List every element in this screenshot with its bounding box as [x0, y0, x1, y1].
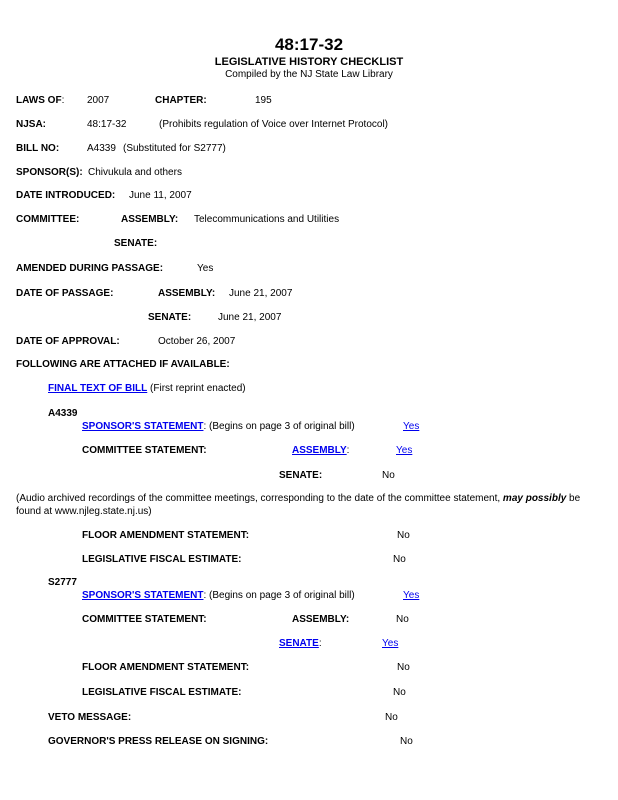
a4339-assembly-yes-link[interactable]: Yes — [396, 445, 413, 456]
committee-label: COMMITTEE: — [16, 214, 80, 225]
audio-note: (Audio archived recordings of the committee meetings, corresponding to the date of the committee statement, may possibly be found at www.njleg.state.nj.us) — [16, 493, 581, 517]
s2777-senate-row: SENATE: — [279, 638, 322, 649]
laws-of-label: LAWS OF: — [16, 95, 65, 106]
s2777-senate-link[interactable]: SENATE — [279, 638, 319, 649]
a4339-fiscal-estimate-value: No — [393, 554, 406, 565]
bill-no-note: (Substituted for S2777) — [123, 143, 226, 154]
press-release-value: No — [400, 736, 413, 747]
a4339-assembly-row: ASSEMBLY: — [292, 445, 350, 456]
njsa-description: (Prohibits regulation of Voice over Internet Protocol) — [159, 119, 389, 130]
s2777-label: S2777 — [48, 577, 77, 588]
sponsors-label: SPONSOR(S): — [16, 167, 83, 178]
s2777-floor-amendment-label: FLOOR AMENDMENT STATEMENT: — [82, 662, 250, 673]
bill-no-label: BILL NO: — [16, 143, 60, 154]
a4339-assembly-link[interactable]: ASSEMBLY — [292, 445, 347, 456]
laws-of-value: 2007 — [87, 95, 110, 106]
s2777-assembly-value: No — [396, 614, 409, 625]
committee-senate-label: SENATE: — [114, 238, 158, 249]
s2777-sponsor-statement-row — [82, 590, 355, 602]
s2777-sponsor-statement-note: : (Begins on page 3 of original bill) — [203, 590, 355, 601]
attached-heading: FOLLOWING ARE ATTACHED IF AVAILABLE: — [16, 359, 230, 370]
final-text-link[interactable]: FINAL TEXT OF BILL — [48, 383, 148, 394]
a4339-senate-label: SENATE: — [279, 470, 323, 481]
a4339-sponsor-statement-link[interactable]: SPONSOR'S STATEMENT — [82, 421, 204, 432]
a4339-label: A4339 — [48, 408, 78, 419]
date-introduced-label: DATE INTRODUCED: — [16, 190, 116, 201]
s2777-fiscal-estimate-value: No — [393, 687, 406, 698]
date-of-approval-value: October 26, 2007 — [158, 336, 236, 347]
a4339-fiscal-estimate-label: LEGISLATIVE FISCAL ESTIMATE: — [82, 554, 242, 565]
s2777-assembly-label: ASSEMBLY: — [292, 614, 350, 625]
statute-number: 48:17-32 — [274, 35, 344, 54]
a4339-sponsor-statement-yes-link[interactable]: Yes — [403, 421, 420, 432]
a4339-floor-amendment-label: FLOOR AMENDMENT STATEMENT: — [82, 530, 250, 541]
chapter-label: CHAPTER: — [155, 95, 207, 106]
s2777-sponsor-statement-yes-link[interactable]: Yes — [403, 590, 420, 601]
s2777-sponsor-statement-link[interactable]: SPONSOR'S STATEMENT — [82, 590, 204, 601]
a4339-sponsor-statement-note: : (Begins on page 3 of original bill) — [203, 421, 355, 432]
veto-label: VETO MESSAGE: — [48, 712, 132, 723]
date-introduced-value: June 11, 2007 — [129, 190, 192, 201]
njsa-value: 48:17-32 — [87, 119, 127, 130]
a4339-sponsor-statement-row — [82, 421, 355, 433]
a4339-floor-amendment-value: No — [397, 530, 410, 541]
passage-senate-value: June 21, 2007 — [218, 312, 282, 323]
s2777-committee-statement-label: COMMITTEE STATEMENT: — [82, 614, 207, 625]
passage-assembly-label: ASSEMBLY: — [158, 288, 216, 299]
sponsors-value: Chivukula and others — [88, 167, 182, 178]
s2777-fiscal-estimate-label: LEGISLATIVE FISCAL ESTIMATE: — [82, 687, 242, 698]
bill-no-value: A4339 — [87, 143, 116, 154]
amended-value: Yes — [197, 263, 214, 274]
a4339-committee-statement-label: COMMITTEE STATEMENT: — [82, 445, 207, 456]
amended-label: AMENDED DURING PASSAGE: — [16, 263, 164, 274]
press-release-label: GOVERNOR'S PRESS RELEASE ON SIGNING: — [48, 736, 269, 747]
page-title: LEGISLATIVE HISTORY CHECKLIST — [214, 56, 404, 68]
committee-assembly-value: Telecommunications and Utilities — [194, 214, 340, 225]
s2777-floor-amendment-value: No — [397, 662, 410, 673]
final-text-row — [48, 383, 246, 395]
final-text-note: (First reprint enacted) — [150, 383, 246, 394]
veto-value: No — [385, 712, 398, 723]
s2777-senate-yes-link[interactable]: Yes — [382, 638, 399, 649]
chapter-value: 195 — [255, 95, 272, 106]
compiled-by: Compiled by the NJ State Law Library — [225, 69, 393, 80]
passage-senate-label: SENATE: — [148, 312, 192, 323]
date-of-passage-label: DATE OF PASSAGE: — [16, 288, 114, 299]
committee-assembly-label: ASSEMBLY: — [121, 214, 179, 225]
njsa-label: NJSA: — [16, 119, 47, 130]
passage-assembly-value: June 21, 2007 — [229, 288, 293, 299]
date-of-approval-label: DATE OF APPROVAL: — [16, 336, 120, 347]
a4339-senate-value: No — [382, 470, 395, 481]
